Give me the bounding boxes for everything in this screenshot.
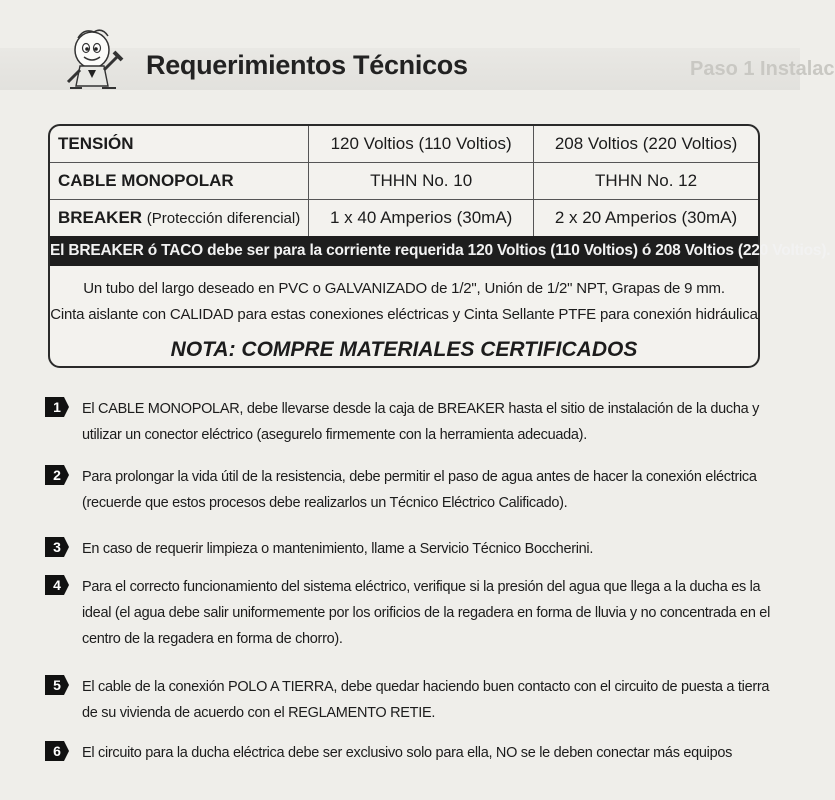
step-text: El circuito para la ducha eléctrica debe ser exclusivo solo para ella, NO se le deben conectar más equipos <box>82 745 733 761</box>
step-number-badge: 3 <box>44 536 70 558</box>
table-row <box>50 126 758 163</box>
row-label: TENSIÓN <box>50 126 309 163</box>
step-text: Para el correcto funcionamiento del sistema eléctrico, verifique si la presión del agua que llega a la ducha es la ideal (el agua debe salir uniformemente por los orificios de la regadera en forma de lluvia y no concentrada en el centro de la regadera en forma de chorro). <box>82 579 770 647</box>
materials-line-1: Un tubo del largo deseado en PVC o GALVANIZADO de 1/2", Unión de 1/2" NPT, Grapas de 9 mm. <box>83 280 725 297</box>
breaker-warning-bar: El BREAKER ó TACO debe ser para la corriente requerida 120 Voltios (110 Voltios) ó 208 Voltios (220 Voltios). <box>50 236 758 266</box>
bleed-through-text: Paso 1 Instalac <box>690 58 835 80</box>
cell-208v: 208 Voltios (220 Voltios) <box>534 126 758 163</box>
cell-120v: 120 Voltios (110 Voltios) <box>309 126 534 163</box>
page-title: Requerimientos Técnicos <box>146 50 468 80</box>
certified-materials-note: NOTA: COMPRE MATERIALES CERTIFICADOS <box>170 338 638 361</box>
step-number-badge: 6 <box>44 740 70 762</box>
table-row <box>50 200 758 237</box>
cell-120v: 1 x 40 Amperios (30mA) <box>309 200 534 237</box>
row-label-note: (Protección diferencial) <box>146 210 301 227</box>
step-number-badge: 1 <box>44 396 70 418</box>
requirements-panel <box>48 124 831 368</box>
step-text: En caso de requerir limpieza o mantenimiento, llame a Servicio Técnico Boccherini. <box>82 541 594 557</box>
row-label: BREAKER (Protección diferencial) <box>50 200 309 237</box>
step-number-badge: 4 <box>44 574 70 596</box>
cell-208v: 2 x 20 Amperios (30mA) <box>534 200 758 237</box>
cell-120v: THHN No. 10 <box>309 163 534 200</box>
step-text: Para prolongar la vida útil de la resistencia, debe permitir el paso de agua antes de hacer la conexión eléctrica (recuerde que estos procesos debe realizarlos un Técnico Eléctrico Calificado). <box>82 469 757 511</box>
step-number-badge: 5 <box>44 674 70 696</box>
step-text: El cable de la conexión POLO A TIERRA, debe quedar haciendo buen contacto con el circuito de puesta a tierra de su vivienda de acuerdo con el REGLAMENTO RETIE. <box>82 679 770 721</box>
table-row <box>50 163 758 200</box>
materials-line-2: Cinta aislante con CALIDAD para estas conexiones eléctricas y Cinta Sellante PTFE para conexión hidráulica <box>50 306 758 323</box>
requirements-table <box>50 126 758 237</box>
step-number-badge: 2 <box>44 464 70 486</box>
row-label: CABLE MONOPOLAR <box>50 163 309 200</box>
mascot-icon <box>62 26 128 94</box>
step-text: El CABLE MONOPOLAR, debe llevarse desde la caja de BREAKER hasta el sitio de instalación de la ducha y utilizar un conector eléctrico (asegurelo firmemente con la herramienta adecuada). <box>82 401 760 443</box>
cell-208v: THHN No. 12 <box>534 163 758 200</box>
